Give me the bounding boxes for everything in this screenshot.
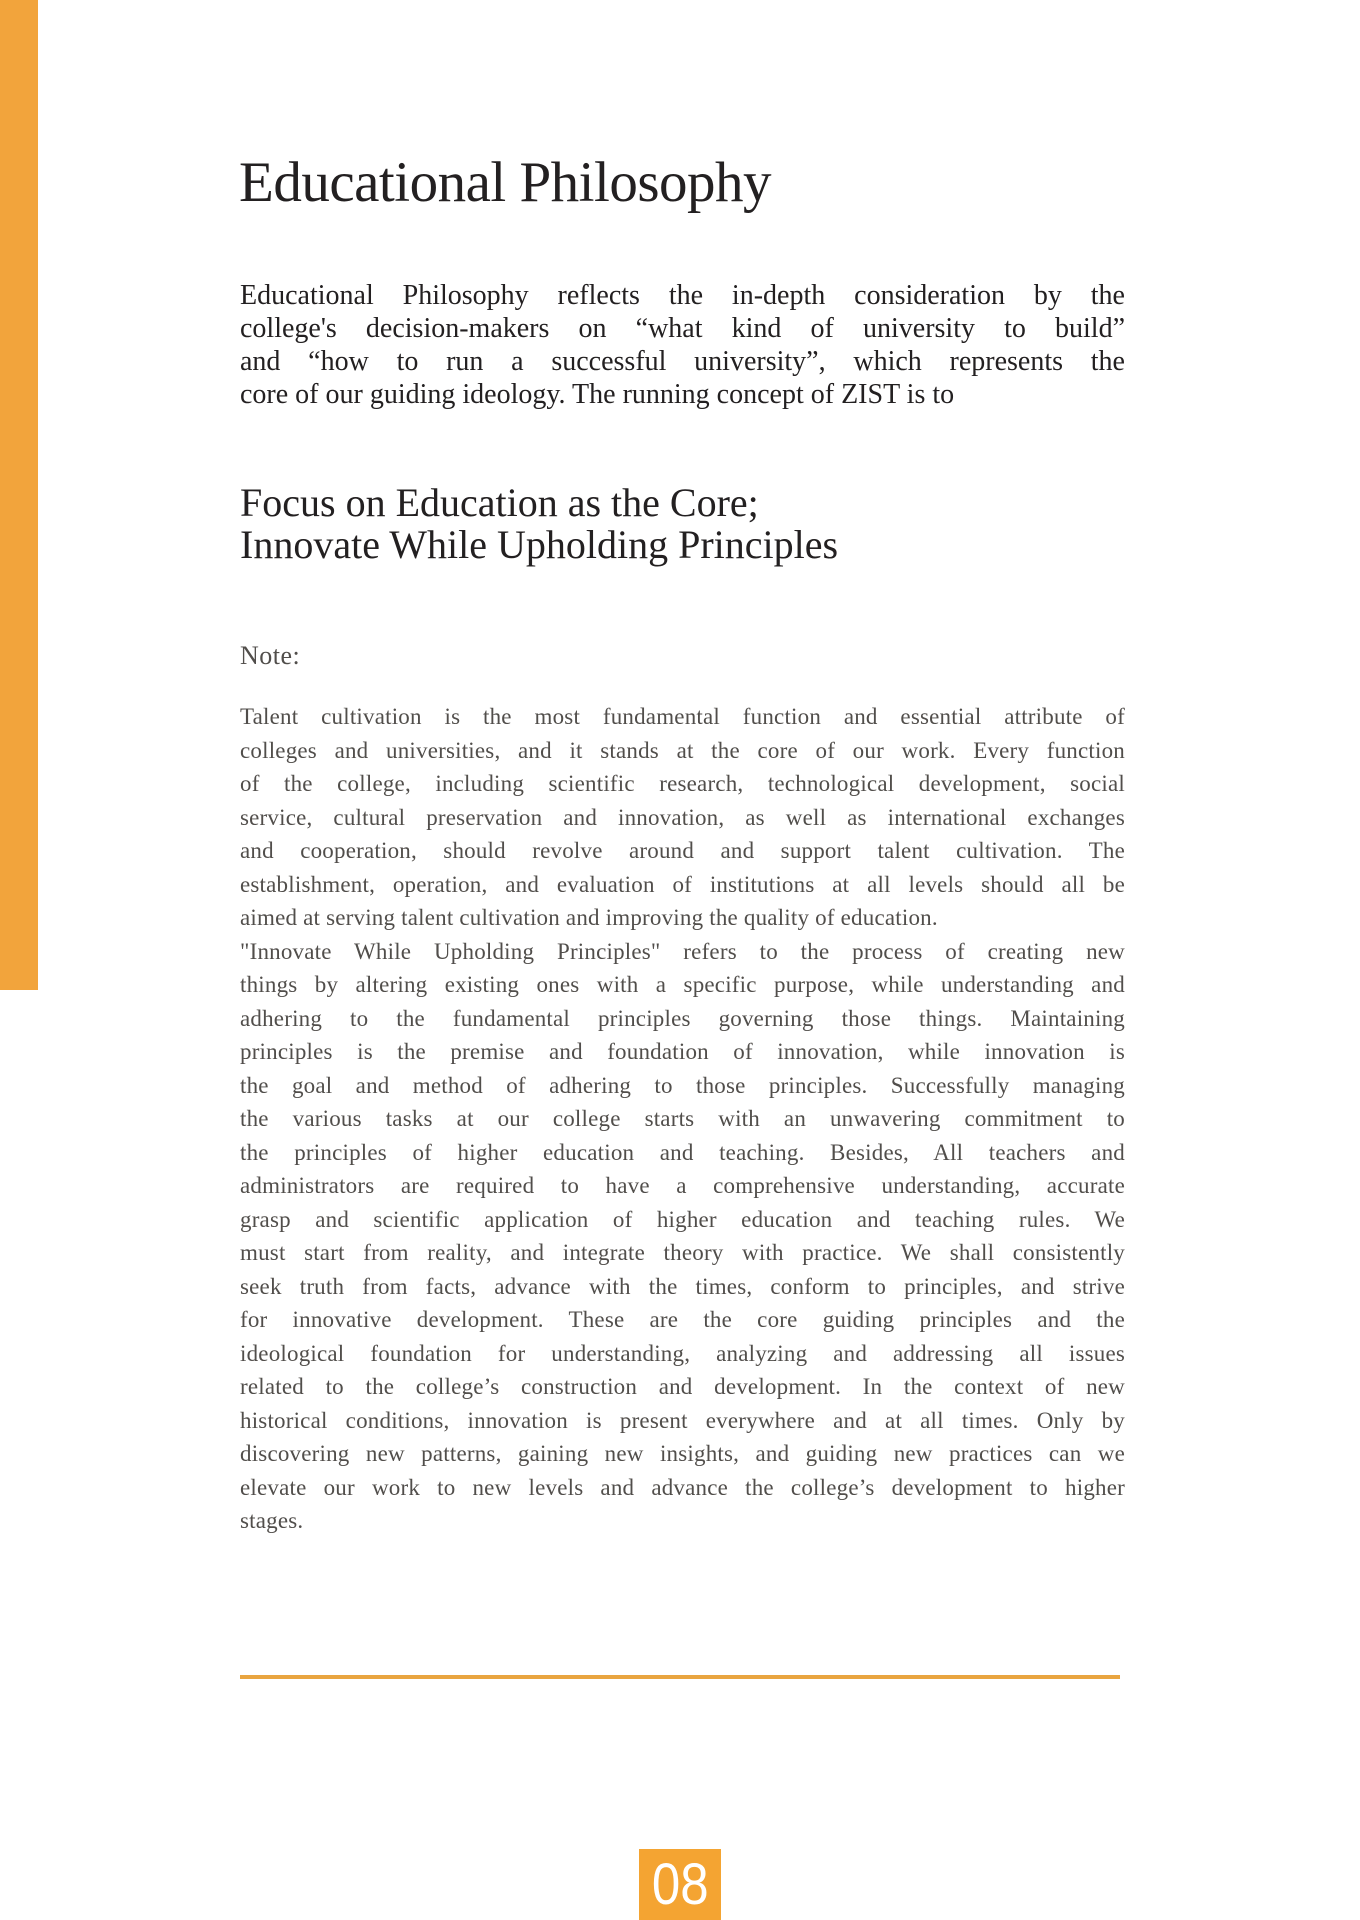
text-line: administrators are required to have a comprehensive understanding, accurate <box>240 1173 1125 1198</box>
text-line: principles is the premise and foundation of innovation, while innovation is <box>240 1039 1125 1064</box>
text-line: aimed at serving talent cultivation and improving the quality of education. <box>240 905 938 930</box>
section-heading <box>240 482 1140 566</box>
text-line: and “how to run a successful university”, which represents the <box>240 346 1125 377</box>
text-line: related to the college’s construction and development. In the context of new <box>240 1374 1125 1399</box>
note-label: Note: <box>240 641 301 670</box>
text-line: Talent cultivation is the most fundamental function and essential attribute of <box>240 704 1125 729</box>
intro-paragraph <box>240 279 1125 411</box>
text-line: Educational Philosophy reflects the in-depth consideration by the <box>240 280 1125 311</box>
page-number-badge <box>639 1849 721 1920</box>
page-number: 08 <box>651 1852 709 1917</box>
text-line: colleges and universities, and it stands at the core of our work. Every function <box>240 737 1125 763</box>
body-paragraph <box>240 700 1125 1538</box>
text-line: ideological foundation for understanding, analyzing and addressing all issues <box>240 1340 1125 1366</box>
text-line: core of our guiding ideology. The running concept of ZIST is to <box>240 379 955 410</box>
divider-line <box>240 1675 1120 1679</box>
text-line: adhering to the fundamental principles governing those things. Maintaining <box>240 1005 1125 1031</box>
text-line: stages. <box>240 1508 304 1533</box>
text-line: for innovative development. These are the core guiding principles and the <box>240 1307 1125 1332</box>
text-line: the goal and method of adhering to those principles. Successfully managing <box>240 1072 1125 1098</box>
text-line: the principles of higher education and teaching. Besides, All teachers and <box>240 1139 1125 1165</box>
text-line: elevate our work to new levels and advance the college’s development to higher <box>240 1474 1125 1500</box>
text-line: establishment, operation, and evaluation of institutions at all levels should all be <box>240 871 1125 897</box>
page-title: Educational Philosophy <box>239 151 772 214</box>
text-line: and cooperation, should revolve around and support talent cultivation. The <box>240 838 1125 863</box>
text-line: Focus on Education as the Core; <box>240 480 759 525</box>
text-line: Innovate While Upholding Principles <box>240 522 839 567</box>
text-line: grasp and scientific application of higher education and teaching rules. We <box>240 1206 1125 1232</box>
text-line: "Innovate While Upholding Principles" refers to the process of creating new <box>240 938 1125 964</box>
text-line: college's decision-makers on “what kind of university to build” <box>240 313 1125 344</box>
text-line: of the college, including scientific research, technological development, social <box>240 771 1125 796</box>
text-line: discovering new patterns, gaining new insights, and guiding new practices can we <box>240 1441 1125 1466</box>
text-line: historical conditions, innovation is present everywhere and at all times. Only by <box>240 1407 1125 1433</box>
left-accent-bar <box>0 0 38 990</box>
text-line: seek truth from facts, advance with the times, conform to principles, and strive <box>240 1273 1125 1299</box>
text-line: must start from reality, and integrate theory with practice. We shall consistently <box>240 1240 1125 1265</box>
text-line: things by altering existing ones with a specific purpose, while understanding and <box>240 972 1125 997</box>
text-line: the various tasks at our college starts with an unwavering commitment to <box>240 1106 1125 1131</box>
text-line: service, cultural preservation and innovation, as well as international exchanges <box>240 804 1125 830</box>
